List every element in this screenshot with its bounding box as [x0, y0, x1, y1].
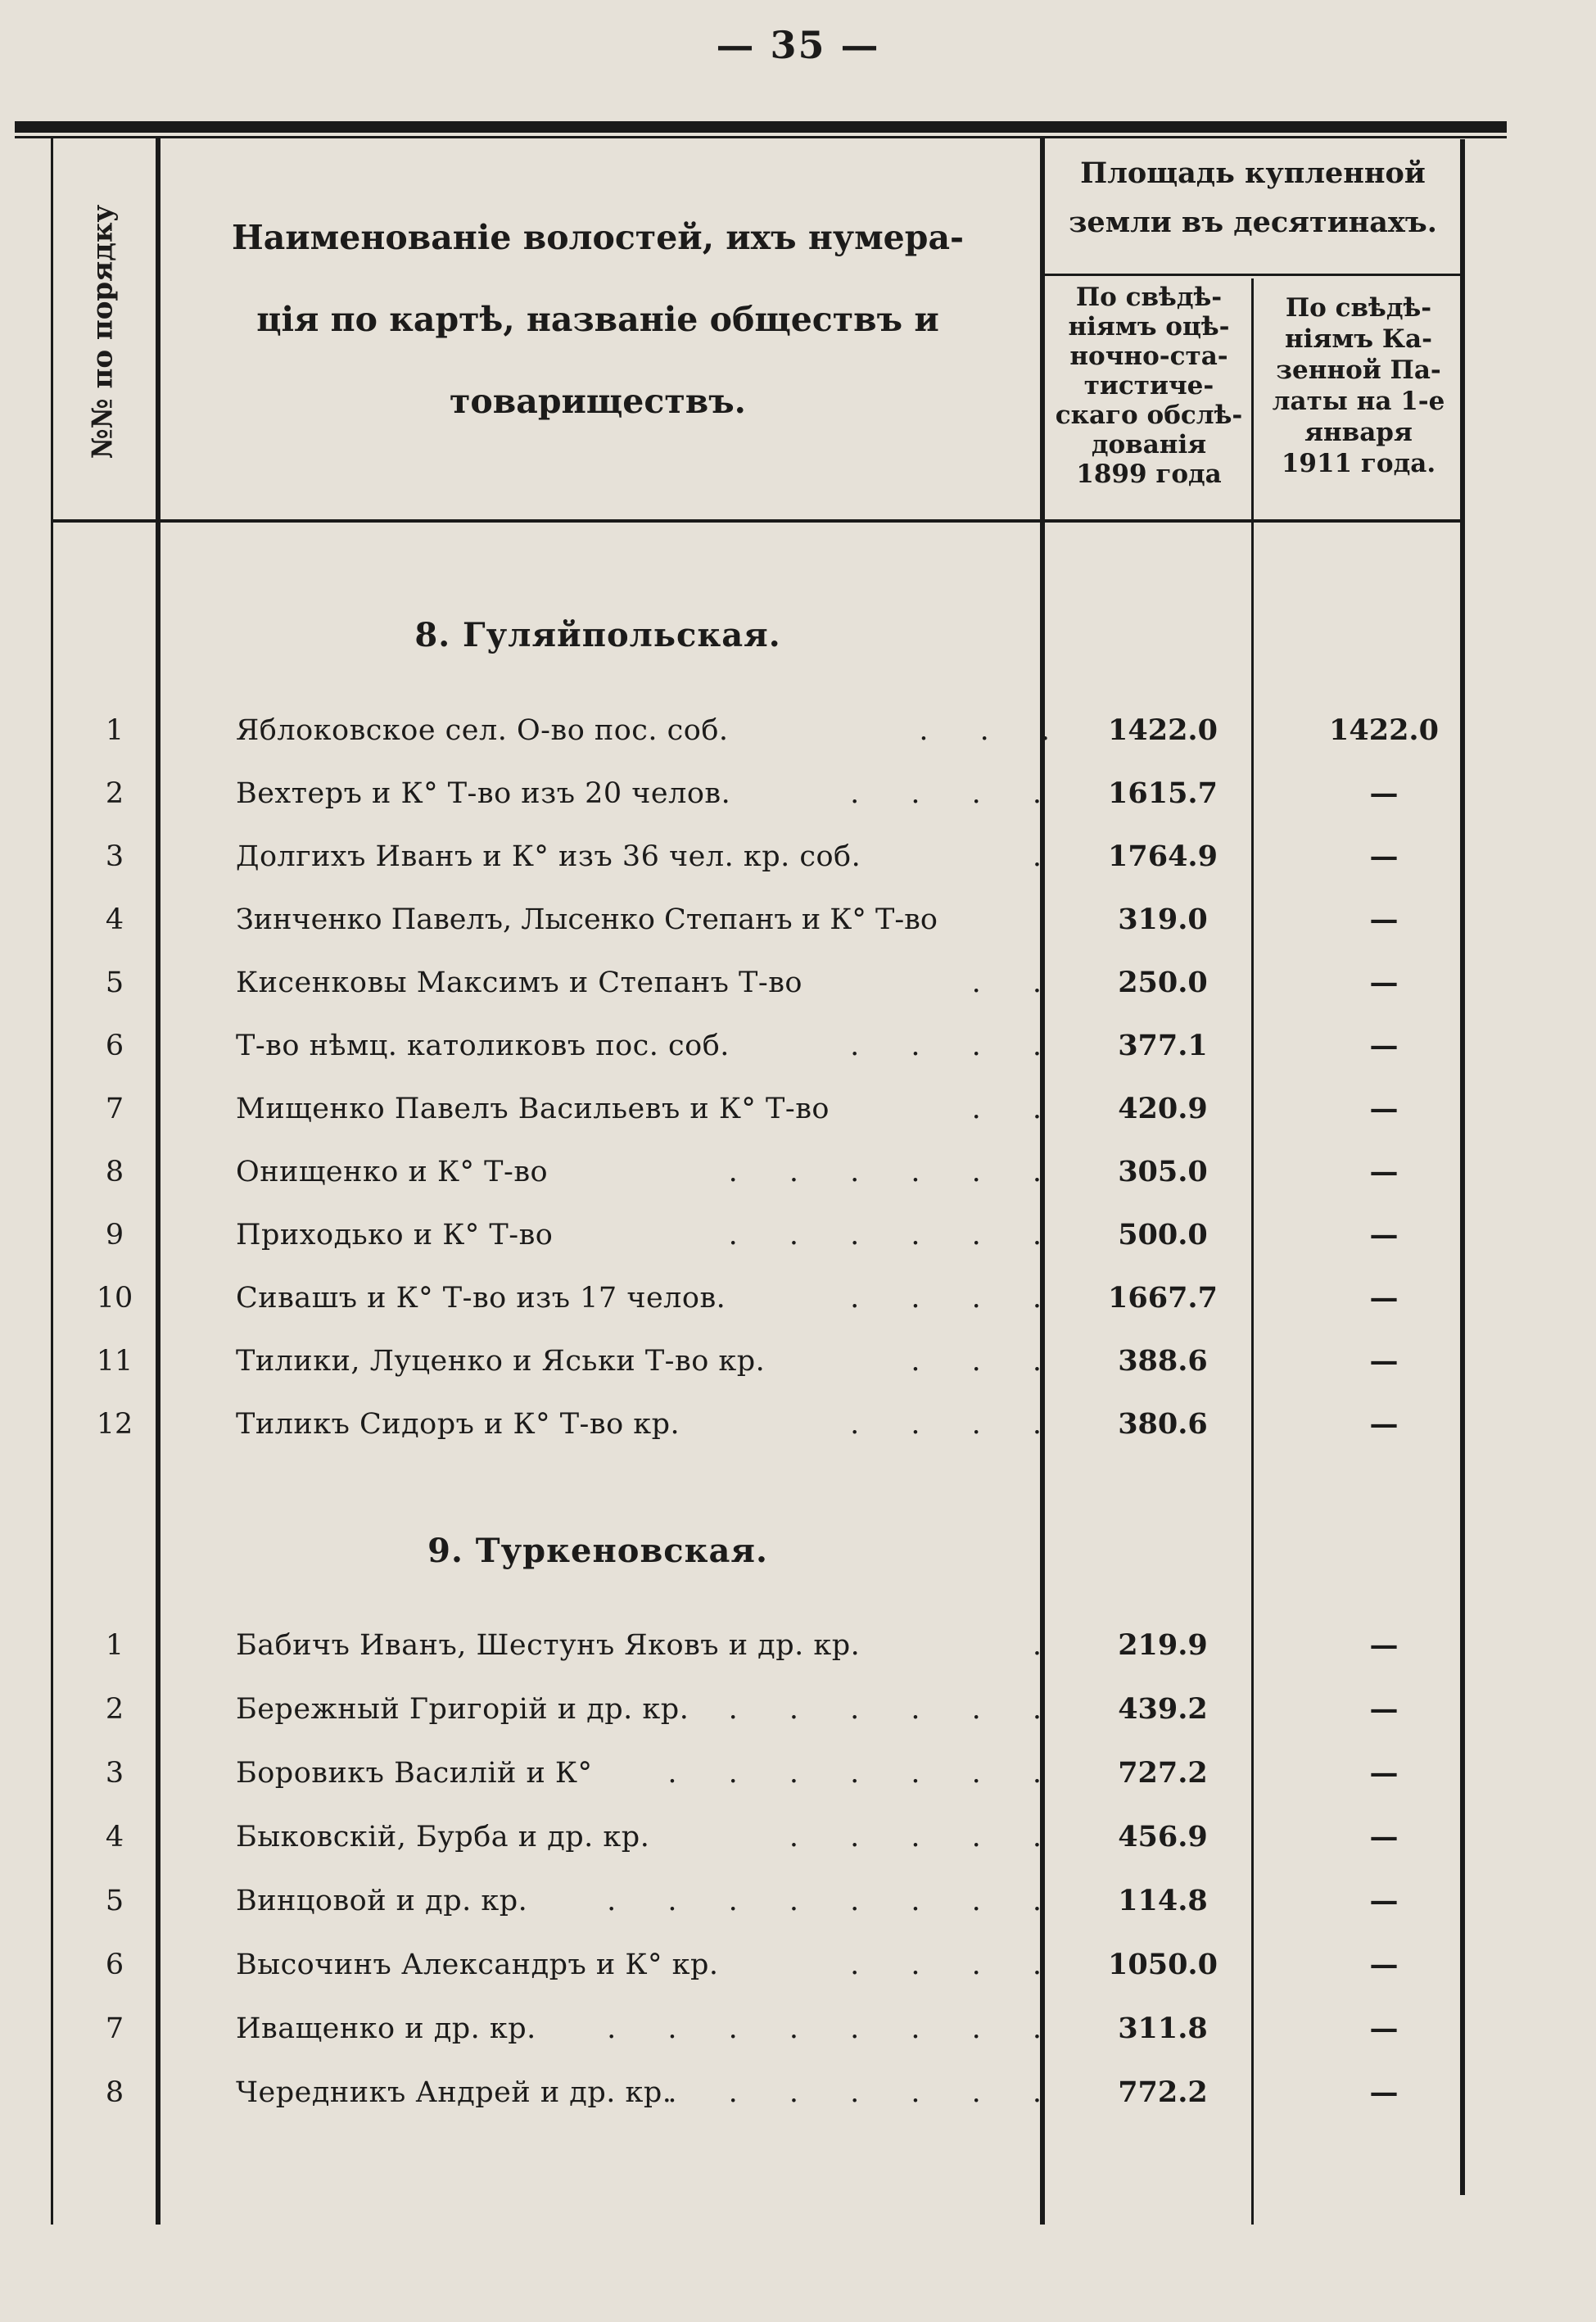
table-row: [49, 2004, 1490, 2053]
row-value-1899: 439.2: [1118, 1692, 1208, 1726]
row-value-1911: —: [1369, 776, 1399, 810]
row-value-1911: 1422.0: [1329, 713, 1439, 747]
row-number: 6: [105, 1030, 124, 1062]
row-leader-dots: . . . . . . .: [667, 1757, 1063, 1790]
row-leader-dots: . . . .: [850, 1408, 1063, 1441]
row-name-text: Яблоковское сел. О-во пос. соб.: [236, 714, 729, 747]
table-row: [49, 769, 1490, 818]
row-name: [236, 769, 1063, 818]
row-number: 9: [105, 1219, 124, 1252]
row-leader-dots: . . . . . .: [728, 1693, 1063, 1726]
row-name-text: Винцовой и др. кр.: [236, 1885, 528, 1917]
row-number: 2: [105, 1693, 124, 1726]
row-value-1911: —: [1369, 1820, 1399, 1854]
table-row: [49, 1147, 1490, 1197]
row-value-1911: —: [1369, 1884, 1399, 1917]
row-value-1899: 319.0: [1118, 903, 1208, 936]
row-leader-dots: . .: [971, 1093, 1063, 1125]
row-name-text: Мищенко Павелъ Васильевъ и К° Т-во: [236, 1093, 830, 1125]
row-name-text: Вехтеръ и К° Т-во изъ 20 челов.: [236, 777, 731, 810]
header-area-column: Площадь купленной земли въ десятинахъ.: [1069, 156, 1437, 239]
row-number: 5: [105, 966, 124, 999]
row-name-text: Высочинъ Александръ и К° кр.: [236, 1949, 719, 1981]
row-leader-dots: . . . . . .: [728, 1219, 1063, 1252]
table-row: [49, 1621, 1490, 1670]
row-value-1899: 250.0: [1118, 966, 1208, 999]
row-name-text: Зинченко Павелъ, Лысенко Степанъ и К° Т-во: [236, 903, 938, 936]
table-row: [49, 1337, 1490, 1386]
table-row: [49, 1749, 1490, 1798]
header-sub-line: скаго обслѣ-: [1055, 401, 1243, 430]
row-name-text: Долгихъ Иванъ и К° изъ 36 чел. кр. соб.: [236, 840, 861, 873]
row-leader-dots: . . . .: [850, 1949, 1063, 1981]
row-value-1899: 219.9: [1118, 1628, 1208, 1662]
header-sub-line: латы на 1-е: [1272, 387, 1445, 416]
table-row: [49, 832, 1490, 881]
table-row: [49, 1084, 1490, 1134]
header-sub-line: января: [1304, 418, 1413, 447]
row-value-1899: 311.8: [1118, 2012, 1208, 2045]
row-number: 6: [105, 1949, 124, 1981]
row-number: 3: [105, 1757, 124, 1790]
header-number-column: [45, 139, 160, 524]
row-name: [236, 1749, 1063, 1798]
row-number: 7: [105, 2012, 124, 2045]
table-row: [49, 1211, 1490, 1260]
row-leader-dots: . . .: [919, 714, 1071, 747]
row-value-1899: 377.1: [1118, 1029, 1208, 1062]
row-name: [236, 1021, 1063, 1070]
row-value-1911: —: [1369, 1344, 1399, 1378]
table-row: [49, 958, 1490, 1007]
row-value-1899: 420.9: [1118, 1092, 1208, 1125]
row-number: 1: [105, 1629, 124, 1662]
row-number: 5: [105, 1885, 124, 1917]
row-name-text: Кисенковы Максимъ и Степанъ Т-во: [236, 966, 803, 999]
row-number: 8: [105, 1156, 124, 1188]
row-value-1911: —: [1369, 1756, 1399, 1790]
row-value-1899: 305.0: [1118, 1155, 1208, 1188]
header-sub-line: ніямъ оцѣ-: [1068, 312, 1230, 342]
page-number: — 35 —: [716, 23, 880, 67]
table-row: [49, 1400, 1490, 1449]
row-value-1899: 1422.0: [1108, 713, 1218, 747]
row-value-1899: 500.0: [1118, 1218, 1208, 1252]
row-name: [236, 2068, 1063, 2117]
header-name-column: [176, 213, 1020, 442]
row-name-text: Т-во нѣмц. католиковъ пос. соб.: [236, 1030, 730, 1062]
table-row: [49, 1813, 1490, 1862]
row-name: [236, 1685, 1063, 1734]
header-sub-line: По свѣдѣ-: [1285, 293, 1432, 323]
row-name: [236, 1940, 1063, 1989]
row-number: 10: [96, 1282, 133, 1315]
row-value-1899: 772.2: [1118, 2075, 1208, 2109]
section-title: 8. Гуляйпольская.: [414, 616, 781, 654]
row-name-text: Быковскій, Бурба и др. кр.: [236, 1821, 650, 1854]
row-number: 4: [105, 1821, 124, 1854]
table-top-rule-thin: [15, 136, 1507, 138]
row-value-1911: —: [1369, 2012, 1399, 2045]
row-leader-dots: . . . .: [850, 1030, 1063, 1062]
row-leader-dots: .: [1032, 840, 1063, 873]
row-name: [236, 2004, 1063, 2053]
row-name: [236, 1274, 1063, 1323]
row-name: [236, 1147, 1063, 1197]
table-row: [49, 895, 1490, 944]
row-name: [236, 1084, 1063, 1134]
header-number-label: №№ по порядку: [86, 204, 119, 459]
row-value-1911: —: [1369, 1092, 1399, 1125]
row-name: [236, 895, 1063, 944]
row-name: [236, 1876, 1063, 1926]
row-number: 8: [105, 2076, 124, 2109]
table-row: [49, 1021, 1490, 1070]
row-value-1911: —: [1369, 1948, 1399, 1981]
row-value-1911: —: [1369, 1407, 1399, 1441]
header-sub-line: По свѣдѣ-: [1075, 283, 1223, 312]
row-value-1899: 388.6: [1118, 1344, 1208, 1378]
row-name: [236, 832, 1063, 881]
row-number: 2: [105, 777, 124, 810]
row-value-1911: —: [1369, 840, 1399, 873]
row-leader-dots: . . . . . . . .: [607, 1885, 1063, 1917]
table-row: [49, 2068, 1490, 2117]
row-name-text: Боровикъ Василій и К°: [236, 1757, 593, 1790]
row-leader-dots: . . . . .: [789, 1821, 1063, 1854]
row-name: [236, 1337, 1063, 1386]
row-name-text: Иващенко и др. кр.: [236, 2012, 536, 2045]
section-title: 9. Туркеновская.: [427, 1532, 768, 1570]
header-area-1899: [1047, 283, 1251, 489]
row-value-1911: —: [1369, 1218, 1399, 1252]
row-value-1899: 380.6: [1118, 1407, 1208, 1441]
row-value-1899: 456.9: [1118, 1820, 1208, 1854]
row-value-1899: 1764.9: [1108, 840, 1218, 873]
row-value-1911: —: [1369, 1155, 1399, 1188]
row-leader-dots: . . . . . . . .: [607, 2012, 1063, 2045]
row-value-1911: —: [1369, 1692, 1399, 1726]
table-top-rule: [15, 121, 1507, 133]
row-name: [236, 1621, 1063, 1670]
header-name-line: Наименованіе волостей, ихъ нумера-: [231, 218, 965, 257]
row-number: 4: [105, 903, 124, 936]
header-area-1911: [1255, 292, 1463, 479]
row-name-text: Чередникъ Андрей и др. кр.: [236, 2076, 672, 2109]
row-name-text: Тилики, Луценко и Яськи Т-во кр.: [236, 1345, 766, 1378]
row-name-text: Приходько и К° Т-во: [236, 1219, 554, 1252]
row-name: [236, 1211, 1063, 1260]
row-leader-dots: . . . .: [850, 1282, 1063, 1315]
table-row: [49, 1274, 1490, 1323]
table-row: [49, 1940, 1490, 1989]
row-value-1899: 727.2: [1118, 1756, 1208, 1790]
header-sub-line: 1899 года: [1076, 459, 1222, 489]
header-sub-line: дованія: [1091, 430, 1207, 459]
row-leader-dots: . . .: [911, 1345, 1063, 1378]
row-number: 3: [105, 840, 124, 873]
header-bottom-rule: [51, 519, 1463, 523]
row-name-text: Онищенко и К° Т-во: [236, 1156, 549, 1188]
row-leader-dots: . . . . . .: [728, 1156, 1063, 1188]
row-name-text: Бабичъ Иванъ, Шестунъ Яковъ и др. кр.: [236, 1629, 861, 1662]
row-number: 11: [96, 1345, 133, 1378]
row-value-1911: —: [1369, 1029, 1399, 1062]
area-header-divider: [1040, 274, 1463, 276]
header-name-line: товариществъ.: [450, 382, 746, 421]
table-row: [49, 1876, 1490, 1926]
row-value-1911: —: [1369, 2075, 1399, 2109]
row-name-text: Сивашъ и К° Т-во изъ 17 челов.: [236, 1282, 726, 1315]
row-name-text: Тиликъ Сидоръ и К° Т-во кр.: [236, 1408, 680, 1441]
header-sub-line: ніямъ Ка-: [1284, 324, 1433, 354]
row-value-1911: —: [1369, 966, 1399, 999]
row-value-1899: 1667.7: [1108, 1281, 1218, 1315]
header-sub-line: тистиче-: [1083, 371, 1214, 401]
table-row: [49, 1685, 1490, 1734]
row-name: [236, 1400, 1063, 1449]
row-number: 12: [96, 1408, 133, 1441]
row-number: 7: [105, 1093, 124, 1125]
row-value-1911: —: [1369, 903, 1399, 936]
header-sub-line: ночно-ста-: [1069, 342, 1228, 371]
header-sub-line: 1911 года.: [1281, 449, 1436, 478]
row-value-1899: 1050.0: [1108, 1948, 1218, 1981]
row-leader-dots: . .: [971, 966, 1063, 999]
header-name-line: ція по картѣ, названіе обществъ и: [256, 300, 939, 339]
row-name: [236, 706, 1071, 755]
row-name-text: Бережный Григорій и др. кр.: [236, 1693, 689, 1726]
row-leader-dots: .: [1032, 1629, 1063, 1662]
row-name: [236, 1813, 1063, 1862]
row-leader-dots: . . . . . . .: [667, 2076, 1063, 2109]
row-name: [236, 958, 1063, 1007]
row-number: 1: [105, 714, 124, 747]
row-value-1911: —: [1369, 1628, 1399, 1662]
row-value-1911: —: [1369, 1281, 1399, 1315]
row-value-1899: 1615.7: [1108, 776, 1218, 810]
row-value-1899: 114.8: [1118, 1884, 1208, 1917]
table-row: [49, 706, 1490, 755]
row-leader-dots: . . . .: [850, 777, 1063, 810]
header-sub-line: зенной Па-: [1276, 355, 1441, 385]
